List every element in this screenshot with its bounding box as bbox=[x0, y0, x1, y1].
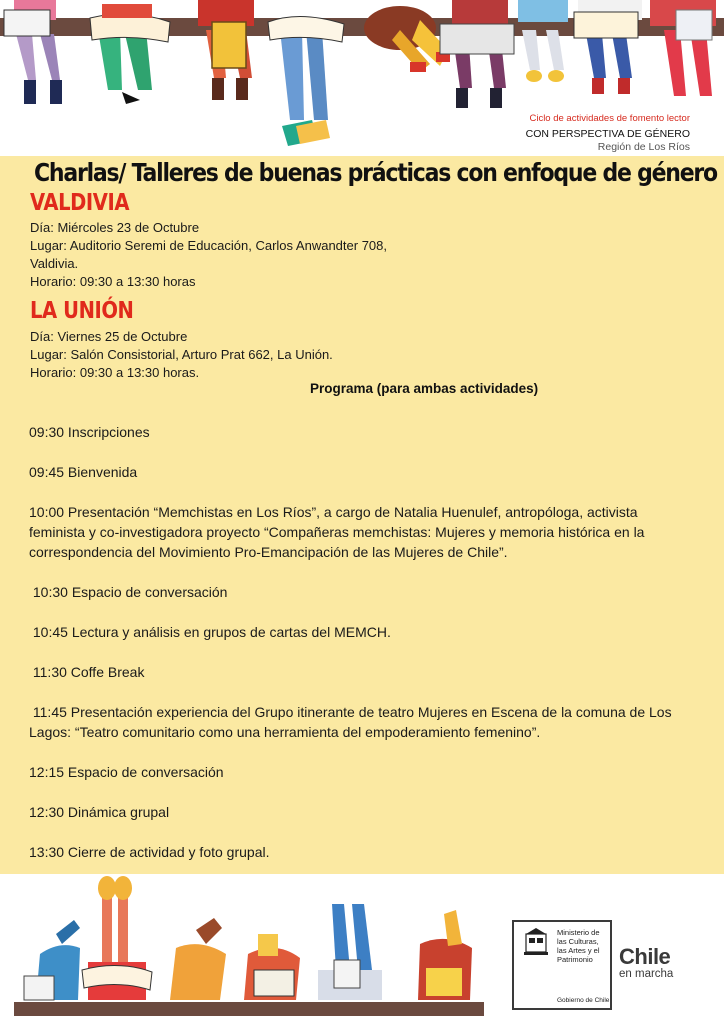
event-date: Día: Miércoles 23 de Octubre bbox=[30, 220, 200, 235]
schedule-item: 12:15 Espacio de conversación bbox=[29, 764, 224, 780]
ministry-line: las Artes y el bbox=[557, 946, 600, 955]
region-label: Región de Los Ríos bbox=[597, 141, 690, 153]
schedule-item: 09:45 Bienvenida bbox=[29, 464, 138, 480]
cycle-title: Ciclo de actividades de fomento lector bbox=[529, 113, 690, 124]
event-place-city: Valdivia. bbox=[30, 256, 79, 271]
footer-readers-illustration bbox=[0, 874, 500, 1024]
schedule-item: 09:30 Inscripciones bbox=[29, 424, 150, 440]
chile-tagline: en marcha bbox=[619, 968, 674, 980]
ministry-name bbox=[557, 928, 600, 964]
ministry-line: Ministerio de bbox=[557, 928, 600, 937]
program-heading: Programa (para ambas actividades) bbox=[310, 381, 539, 396]
city-valdivia: VALDIVIA bbox=[30, 190, 130, 216]
chile-wordmark: Chile bbox=[619, 944, 671, 969]
schedule-item: 11:45 Presentación experiencia del Grupo itinerante de teatro Mujeres en Escena de la comuna de Los Lagos: “Teatro comunitario como una herramienta del empoderamiento femenino”. bbox=[29, 704, 676, 740]
event-place: Lugar: Salón Consistorial, Arturo Prat 662, La Unión. bbox=[30, 347, 333, 362]
event-date: Día: Viernes 25 de Octubre bbox=[30, 329, 188, 344]
coat-of-arms-icon bbox=[518, 928, 554, 960]
event-place: Lugar: Auditorio Seremi de Educación, Carlos Anwandter 708, bbox=[30, 238, 387, 253]
gobierno-label: Gobierno de Chile bbox=[557, 997, 610, 1004]
schedule-item: 11:30 Coffe Break bbox=[29, 664, 145, 680]
header-illustration-band bbox=[0, 0, 724, 156]
chile-en-marcha-logo bbox=[619, 946, 673, 981]
ministry-logo bbox=[512, 920, 612, 1010]
event-details-la-union bbox=[30, 328, 333, 382]
schedule-item: 12:30 Dinámica grupal bbox=[29, 804, 170, 820]
main-content bbox=[0, 156, 724, 874]
schedule-item: 10:00 Presentación “Memchistas en Los Ríos”, a cargo de Natalia Huenulef, antropóloga, activista feminista y co-investigadora proyecto “Compañeras memchistas: Mujeres y memoria histórica en la correspondencia del Movimiento Pro-Emancipación de las Mujeres de Chile”. bbox=[29, 504, 645, 560]
event-hours: Horario: 09:30 a 13:30 horas bbox=[30, 274, 196, 289]
schedule-item: 13:30 Cierre de actividad y foto grupal. bbox=[29, 844, 270, 860]
ministry-line: las Culturas, bbox=[557, 937, 599, 946]
city-la-union: LA UNIÓN bbox=[30, 298, 134, 324]
page-title: Charlas/ Talleres de buenas prácticas con enfoque de género bbox=[34, 158, 717, 187]
schedule-item: 10:30 Espacio de conversación bbox=[29, 584, 228, 600]
cycle-subtitle: CON PERSPECTIVA DE GÉNERO bbox=[525, 128, 690, 140]
event-hours: Horario: 09:30 a 13:30 horas. bbox=[30, 365, 200, 380]
schedule-item: 10:45 Lectura y análisis en grupos de cartas del MEMCH. bbox=[29, 624, 391, 640]
event-details-valdivia bbox=[30, 219, 387, 291]
schedule-list bbox=[29, 422, 689, 882]
footer-band bbox=[0, 874, 724, 1024]
ministry-line: Patrimonio bbox=[557, 955, 593, 964]
